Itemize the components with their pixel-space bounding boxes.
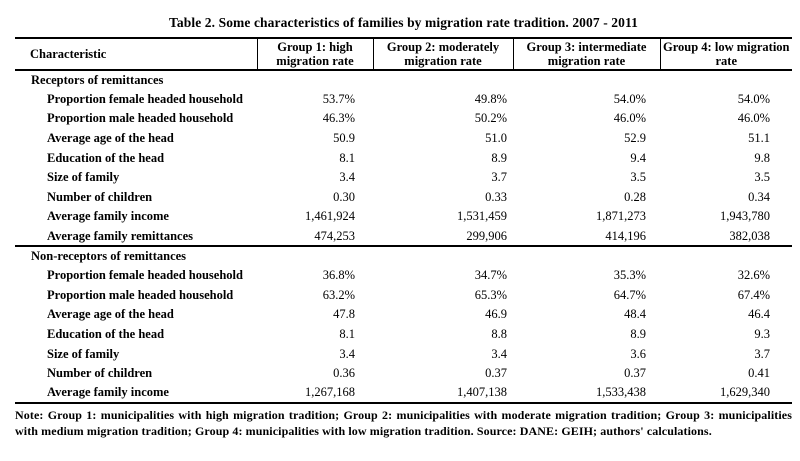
row-label: Proportion male headed household [47, 111, 234, 126]
value-cell: 3.5 [630, 170, 646, 185]
value-cell: 52.9 [624, 131, 646, 146]
characteristics-table [15, 37, 792, 404]
column-header-characteristic: Characteristic [30, 47, 107, 61]
row-label: Size of family [47, 346, 120, 361]
value-cell: 9.4 [630, 150, 646, 165]
section-header-row [15, 246, 792, 266]
row-label: Proportion female headed household [47, 268, 243, 283]
section-label: Non-receptors of remittances [31, 249, 187, 264]
value-cell: 1,871,273 [596, 209, 646, 224]
value-cell: 64.7% [613, 287, 646, 302]
value-cell: 1,461,924 [305, 209, 355, 224]
value-cell: 46.3% [322, 111, 355, 126]
row-label: Number of children [47, 366, 153, 381]
value-cell: 51.0 [485, 131, 507, 146]
value-cell: 3.4 [339, 170, 355, 185]
row-label: Average family income [47, 385, 169, 400]
value-cell: 3.7 [491, 170, 507, 185]
table-row [15, 148, 792, 168]
column-header-group2: Group 2: moderately migration rate [373, 38, 513, 70]
row-label: Average age of the head [47, 131, 174, 146]
table-row [15, 168, 792, 188]
column-header-group4: Group 4: low migration rate [660, 38, 792, 70]
table-body [15, 70, 792, 403]
value-cell: 382,038 [729, 228, 770, 243]
table-row [15, 364, 792, 384]
value-cell: 414,196 [605, 228, 646, 243]
value-cell: 51.1 [748, 131, 770, 146]
value-cell: 48.4 [624, 307, 646, 322]
row-label: Education of the head [47, 150, 165, 165]
value-cell: 49.8% [474, 91, 507, 106]
value-cell: 8.1 [339, 327, 355, 342]
value-cell: 1,407,138 [457, 385, 507, 400]
value-cell: 8.9 [630, 327, 646, 342]
value-cell: 0.33 [485, 189, 507, 204]
value-cell: 0.37 [624, 366, 646, 381]
value-cell: 299,906 [466, 228, 507, 243]
value-cell: 3.4 [491, 346, 507, 361]
value-cell: 65.3% [474, 287, 507, 302]
value-cell: 0.30 [333, 189, 355, 204]
value-cell: 53.7% [322, 91, 355, 106]
table-row [15, 207, 792, 227]
value-cell: 0.37 [485, 366, 507, 381]
table-row [15, 188, 792, 208]
value-cell: 3.6 [630, 346, 646, 361]
value-cell: 9.3 [754, 327, 770, 342]
table-row [15, 129, 792, 149]
value-cell: 3.7 [754, 346, 770, 361]
row-label: Size of family [47, 170, 120, 185]
value-cell: 8.9 [491, 150, 507, 165]
row-label: Proportion female headed household [47, 91, 243, 106]
header-row [15, 38, 792, 70]
row-label: Average age of the head [47, 307, 174, 322]
value-cell: 54.0% [613, 91, 646, 106]
table-row [15, 266, 792, 286]
value-cell: 35.3% [613, 268, 646, 283]
value-cell: 46.9 [485, 307, 507, 322]
value-cell: 0.28 [624, 189, 646, 204]
value-cell: 1,943,780 [720, 209, 770, 224]
table-row [15, 227, 792, 247]
value-cell: 46.0% [613, 111, 646, 126]
value-cell: 1,533,438 [596, 385, 646, 400]
value-cell: 3.4 [339, 346, 355, 361]
value-cell: 1,629,340 [720, 385, 770, 400]
section-header-row [15, 70, 792, 90]
table-row [15, 344, 792, 364]
value-cell: 34.7% [474, 268, 507, 283]
value-cell: 0.36 [333, 366, 355, 381]
table-header [15, 38, 792, 70]
value-cell: 54.0% [737, 91, 770, 106]
value-cell: 50.2% [474, 111, 507, 126]
value-cell: 8.1 [339, 150, 355, 165]
value-cell: 67.4% [737, 287, 770, 302]
table-row [15, 325, 792, 345]
table-note: Note: Group 1: municipalities with high migration tradition; Group 2: municipalities with moderate migration tradition; Group 3: municipalities with medium migration tradition; Group 4: municipalities with low migration tradition. Source: DANE: GEIH; authors' calculations. [15, 408, 792, 438]
value-cell: 50.9 [333, 131, 355, 146]
value-cell: 8.8 [491, 327, 507, 342]
section-label: Receptors of remittances [31, 72, 164, 87]
row-label: Education of the head [47, 327, 165, 342]
row-label: Average family remittances [47, 228, 194, 243]
table-title: Table 2. Some characteristics of families by migration rate tradition. 2007 - 2011 [169, 15, 638, 30]
value-cell: 36.8% [322, 268, 355, 283]
table-row [15, 305, 792, 325]
row-label: Proportion male headed household [47, 287, 234, 302]
value-cell: 0.34 [748, 189, 770, 204]
value-cell: 0.41 [748, 366, 770, 381]
value-cell: 9.8 [754, 150, 770, 165]
value-cell: 47.8 [333, 307, 355, 322]
value-cell: 1,531,459 [457, 209, 507, 224]
value-cell: 63.2% [322, 287, 355, 302]
value-cell: 1,267,168 [305, 385, 355, 400]
value-cell: 32.6% [737, 268, 770, 283]
value-cell: 3.5 [754, 170, 770, 185]
table-row [15, 109, 792, 129]
table-row [15, 286, 792, 306]
table-row [15, 90, 792, 110]
row-label: Number of children [47, 189, 153, 204]
table-row [15, 384, 792, 404]
value-cell: 46.0% [737, 111, 770, 126]
row-label: Average family income [47, 209, 169, 224]
value-cell: 46.4 [748, 307, 770, 322]
column-header-group3: Group 3: intermediate migration rate [513, 38, 660, 70]
column-header-group1: Group 1: high migration rate [257, 38, 373, 70]
value-cell: 474,253 [314, 228, 355, 243]
